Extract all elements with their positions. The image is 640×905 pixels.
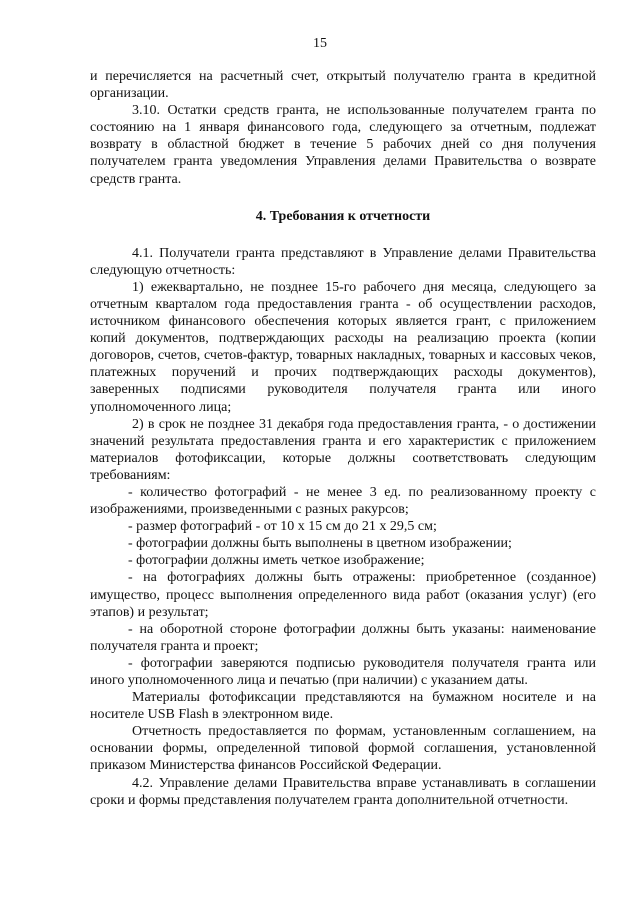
requirement-photo-content: - на фотографиях должны быть отражены: приобретенное (созданное) имущество, процесс выполнения определенного вида работ (оказания услуг) (его этапов) и результат;: [90, 570, 596, 620]
page-number: 15: [313, 36, 327, 51]
requirement-photo-color: - фотографии должны быть выполнены в цветном изображении;: [128, 536, 512, 552]
paragraph-annual-report: 2) в срок не позднее 31 декабря года предоставления гранта, - о достижении значений результата предоставления гранта и его характеристик с приложением материалов фотофиксации, которые должны соответствовать следующим требованиям:: [90, 416, 596, 483]
document-body: [90, 68, 596, 809]
paragraph-quarterly-report: 1) ежеквартально, не позднее 15-го рабочего дня месяца, следующего за отчетным кварталом года предоставления гранта - об осуществлении расходов, источником финансового обеспечения которых является грант, с приложением копий документов, подтверждающих расходы на реализацию проекта (копии договоров, счетов, счетов-фактур, товарных накладных, товарных и кассовых чеков, платежных поручений и прочих подтверждающих расходы документов), заверенных подписями руководителя получателя гранта или иного уполномоченного лица;: [90, 279, 596, 415]
paragraph-4-2: 4.2. Управление делами Правительства вправе устанавливать в соглашении сроки и формы представления получателем гранта дополнительной отчетности.: [90, 775, 596, 808]
requirement-photo-back-side: - на оборотной стороне фотографии должны быть указаны: наименование получателя гранта и проект;: [90, 621, 596, 654]
paragraph-3-10: 3.10. Остатки средств гранта, не использованные получателем гранта по состоянию на 1 января финансового года, следующего за отчетным, подлежат возврату в областной бюджет в течение 5 рабочих дней со дня получения получателем гранта уведомления Управления делами Правительства о возврате средств гранта.: [90, 103, 596, 187]
requirement-photo-size: - размер фотографий - от 10 х 15 см до 21 х 29,5 см;: [128, 519, 437, 535]
paragraph-photo-media: Материалы фотофиксации представляются на бумажном носителе и на носителе USB Flash в электронном виде.: [90, 690, 596, 723]
requirement-photo-count: - количество фотографий - не менее 3 ед. по реализованному проекту с изображениями, произведенными с разных ракурсов;: [90, 484, 596, 518]
section-heading-reporting: 4. Требования к отчетности: [255, 208, 431, 224]
paragraph-report-forms: Отчетность предоставляется по формам, установленным соглашением, на основании формы, определенной типовой формой соглашения, установленной приказом Министерства финансов Российской Федерации.: [90, 724, 596, 774]
paragraph-continuation: и перечисляется на расчетный счет, открытый получателю гранта в кредитной организации.: [90, 69, 596, 102]
paragraph-4-1: 4.1. Получатели гранта представляют в Управление делами Правительства следующую отчетность:: [90, 245, 596, 278]
requirement-photo-clarity: - фотографии должны иметь четкое изображение;: [128, 553, 425, 569]
requirement-photo-certification: - фотографии заверяются подписью руководителя получателя гранта или иного уполномоченного лица и печатью (при наличии) с указанием даты.: [90, 655, 596, 688]
